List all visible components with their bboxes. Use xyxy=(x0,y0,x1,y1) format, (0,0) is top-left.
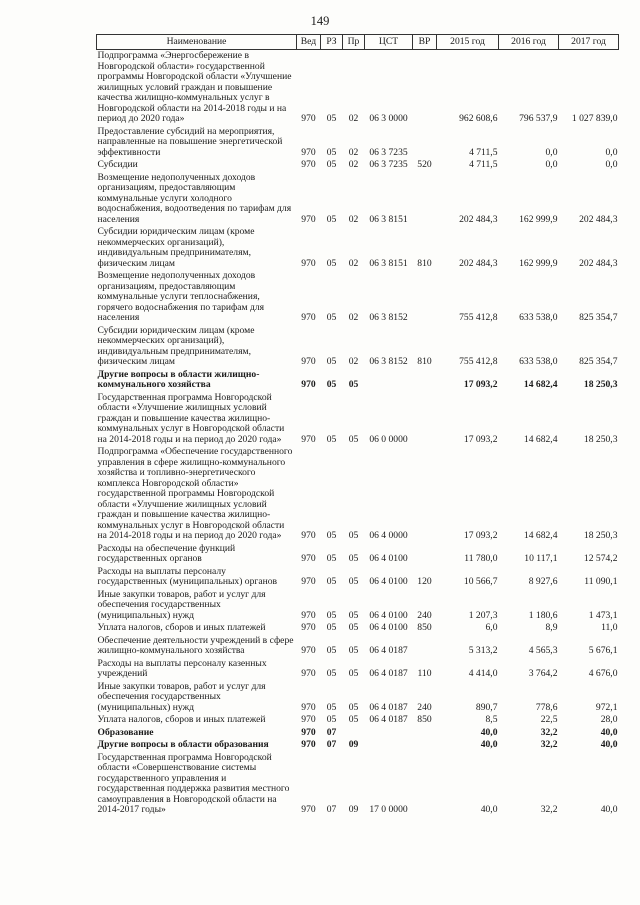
cell-2015: 1 207,3 xyxy=(468,609,498,621)
cell-2017: 972,1 xyxy=(595,701,618,713)
cell-rz: 05 xyxy=(326,113,337,124)
cell-pr: 05 xyxy=(348,433,359,445)
cell-2016: 0,0 xyxy=(545,146,558,158)
cell-2017: 202 484,3 xyxy=(579,257,618,269)
cell-ved: 970 xyxy=(301,257,316,269)
cell-2016: 10 117,1 xyxy=(524,553,558,564)
cell-2015: 755 412,8 xyxy=(459,356,498,367)
cell-name: Обеспечение деятельности учреждений в сфере жилищно-коммунального хозяйства xyxy=(97,634,294,656)
cell-cst: 17 0 0000 xyxy=(369,804,408,815)
cell-vr: 520 xyxy=(417,159,432,170)
cell-rz: 05 xyxy=(326,312,337,323)
table-row xyxy=(97,270,619,325)
cell-2017: 28,0 xyxy=(600,714,618,725)
header-2017: 2017 год xyxy=(559,35,619,50)
cell-vr: 110 xyxy=(417,668,432,679)
cell-cst xyxy=(365,739,413,752)
table-row xyxy=(97,635,619,658)
cell-2015: 6,0 xyxy=(485,622,498,633)
cell-ved: 970 xyxy=(301,701,316,713)
table-row xyxy=(97,658,619,681)
cell-2015: 890,7 xyxy=(475,701,498,713)
cell-pr: 05 xyxy=(348,622,359,633)
cell-cst: 06 4 0187 xyxy=(369,668,408,679)
cell-pr: 02 xyxy=(348,113,359,124)
cell-ved: 970 xyxy=(301,312,316,323)
cell-2017: 202 484,3 xyxy=(579,213,618,225)
cell-pr: 05 xyxy=(348,668,359,679)
table-header-row xyxy=(97,35,619,50)
cell-2017: 825 354,7 xyxy=(579,312,618,323)
cell-vr xyxy=(413,172,437,227)
cell-ved: 970 xyxy=(301,553,316,564)
cell-ved: 970 xyxy=(301,379,316,390)
cell-2017: 18 250,3 xyxy=(583,530,618,541)
cell-rz: 07 xyxy=(326,739,337,750)
cell-2017: 1 027 839,0 xyxy=(571,113,618,124)
cell-vr xyxy=(413,635,437,658)
cell-name: Другие вопросы в области образования xyxy=(97,739,269,750)
cell-2016: 14 682,4 xyxy=(523,433,558,445)
cell-ved: 970 xyxy=(301,622,316,633)
cell-vr: 240 xyxy=(417,701,432,713)
cell-rz: 05 xyxy=(326,356,337,367)
cell-cst: 06 4 0187 xyxy=(369,701,408,713)
cell-2017: 11 090,1 xyxy=(584,576,618,587)
cell-2016: 633 538,0 xyxy=(519,312,558,323)
cell-2016: 14 682,4 xyxy=(523,379,558,390)
table-row xyxy=(97,159,619,172)
table-row xyxy=(97,681,619,715)
cell-rz: 05 xyxy=(326,576,337,587)
cell-2016: 633 538,0 xyxy=(519,356,558,367)
cell-name: Уплата налогов, сборов и иных платежей xyxy=(97,714,266,725)
cell-cst: 06 4 0100 xyxy=(369,609,408,621)
cell-rz: 05 xyxy=(326,213,337,225)
cell-vr: 120 xyxy=(417,576,432,587)
cell-name: Другие вопросы в области жилищно-коммунального хозяйства xyxy=(97,368,260,390)
cell-vr xyxy=(413,739,437,752)
table-row xyxy=(97,622,619,635)
cell-2015: 4 711,5 xyxy=(469,146,498,158)
cell-rz: 05 xyxy=(326,645,337,656)
cell-2017: 18 250,3 xyxy=(583,433,618,445)
cell-pr: 02 xyxy=(348,312,359,323)
cell-rz: 05 xyxy=(326,146,337,158)
cell-ved: 970 xyxy=(301,739,316,750)
cell-cst: 06 0 0000 xyxy=(369,433,408,445)
cell-cst: 06 3 8152 xyxy=(369,356,408,367)
cell-name: Государственная программа Новгородской области «Совершенствование системы государственного управления и государственная поддержка развития местного самоуправления в Новгородской области на 2014-2017 годы» xyxy=(97,751,290,815)
cell-name: Расходы на обеспечение функций государственных органов xyxy=(97,542,236,564)
cell-pr: 05 xyxy=(348,645,359,656)
cell-ved: 970 xyxy=(301,609,316,621)
cell-ved: 970 xyxy=(301,356,316,367)
cell-rz: 05 xyxy=(326,257,337,269)
cell-cst: 06 3 0000 xyxy=(369,113,408,124)
cell-2016: 778,6 xyxy=(535,701,558,713)
cell-2015: 8,5 xyxy=(485,714,498,725)
cell-2016: 162 999,9 xyxy=(519,257,558,269)
table-row xyxy=(97,392,619,447)
cell-vr xyxy=(413,369,437,392)
header-pr: Пр xyxy=(343,35,365,50)
cell-name: Субсидии юридическим лицам (кроме некоммерческих организаций), индивидуальным предпринимателям, физическим лицам xyxy=(97,226,255,269)
table-row xyxy=(97,172,619,227)
cell-rz: 05 xyxy=(326,622,337,633)
header-ved: Вед xyxy=(297,35,321,50)
cell-2015: 202 484,3 xyxy=(459,257,498,269)
cell-vr: 850 xyxy=(417,714,432,725)
cell-vr xyxy=(413,446,437,543)
page-number: 149 xyxy=(310,14,330,28)
table-row xyxy=(97,727,619,740)
cell-2015: 202 484,3 xyxy=(459,213,498,225)
cell-2016: 8 927,6 xyxy=(528,576,558,587)
cell-cst: 06 4 0187 xyxy=(369,645,408,656)
cell-2017: 11,0 xyxy=(601,622,618,633)
cell-rz: 05 xyxy=(326,159,337,170)
cell-2017: 0,0 xyxy=(605,159,618,170)
cell-name: Подпрограмма «Обеспечение государственного управления в сфере жилищно-коммунального хозяйства и топливно-энергетического комплекса Новгородской области» государственной программы Новгородской области «Улучшение жилищных условий граждан и повышение качества жилищно-коммунальных услуг в Новгородской области на 2014-2018 годы и на период до 2020 года» xyxy=(97,446,293,541)
cell-pr: 05 xyxy=(348,530,359,541)
cell-2015: 5 313,2 xyxy=(468,645,498,656)
cell-2016: 14 682,4 xyxy=(523,530,558,541)
header-rz: РЗ xyxy=(321,35,343,50)
cell-vr xyxy=(413,727,437,740)
cell-ved: 970 xyxy=(301,530,316,541)
cell-2017: 5 676,1 xyxy=(588,645,618,656)
cell-vr xyxy=(413,392,437,447)
cell-rz: 05 xyxy=(326,530,337,541)
cell-rz: 05 xyxy=(326,379,337,390)
cell-pr: 05 xyxy=(348,576,359,587)
cell-cst: 06 3 8151 xyxy=(369,257,408,269)
cell-name: Образование xyxy=(97,726,154,738)
cell-cst: 06 3 7235 xyxy=(369,146,408,158)
cell-pr: 05 xyxy=(348,609,359,621)
table-row xyxy=(97,369,619,392)
cell-2016: 162 999,9 xyxy=(519,213,558,225)
cell-pr: 05 xyxy=(348,553,359,564)
header-2016: 2016 год xyxy=(499,35,559,50)
cell-ved: 970 xyxy=(301,433,316,445)
budget-table xyxy=(96,34,619,817)
cell-2016: 1 180,6 xyxy=(528,609,558,621)
cell-2016: 4 565,3 xyxy=(528,645,558,656)
cell-ved: 970 xyxy=(301,159,316,170)
cell-ved: 970 xyxy=(301,726,316,738)
cell-vr: 810 xyxy=(417,257,432,269)
cell-2015: 962 608,6 xyxy=(459,113,498,124)
cell-2017: 0,0 xyxy=(605,146,618,158)
cell-name: Иные закупки товаров, работ и услуг для обеспечения государственных (муниципальных) нужд xyxy=(97,588,266,621)
cell-pr: 02 xyxy=(348,356,359,367)
cell-2016: 8,9 xyxy=(545,622,558,633)
cell-pr: 02 xyxy=(348,159,359,170)
cell-rz: 05 xyxy=(326,701,337,713)
cell-ved: 970 xyxy=(301,213,316,225)
cell-rz: 07 xyxy=(326,804,337,815)
cell-name: Субсидии xyxy=(97,159,138,170)
cell-pr: 02 xyxy=(348,213,359,225)
table-row xyxy=(97,325,619,369)
header-name: Наименование xyxy=(97,35,297,50)
cell-vr xyxy=(413,543,437,566)
cell-pr: 05 xyxy=(348,379,359,390)
cell-2016: 0,0 xyxy=(545,159,558,170)
cell-cst: 06 4 0100 xyxy=(369,576,408,587)
cell-2015: 17 093,2 xyxy=(463,530,498,541)
cell-2016: 796 537,9 xyxy=(519,113,558,124)
table-row xyxy=(97,126,619,160)
cell-pr: 02 xyxy=(348,146,359,158)
cell-ved: 970 xyxy=(301,714,316,725)
table-row xyxy=(97,589,619,623)
cell-rz: 05 xyxy=(326,433,337,445)
cell-2017: 40,0 xyxy=(600,739,618,750)
cell-2015: 4 414,0 xyxy=(468,668,498,679)
cell-pr: 05 xyxy=(348,701,359,713)
cell-rz: 05 xyxy=(326,714,337,725)
cell-cst: 06 3 8152 xyxy=(369,312,408,323)
cell-name: Возмещение недополученных доходов организациям, предоставляющим коммунальные услуги холодного водоснабжения, водоотведения по тарифам для населения xyxy=(97,171,292,225)
cell-name: Расходы на выплаты персоналу государственных (муниципальных) органов xyxy=(97,565,278,587)
cell-ved: 970 xyxy=(301,146,316,158)
cell-cst: 06 4 0000 xyxy=(369,530,408,541)
cell-2015: 40,0 xyxy=(480,804,498,815)
header-cst: ЦСТ xyxy=(365,35,413,50)
cell-2015: 4 711,5 xyxy=(469,159,498,170)
table-row xyxy=(97,739,619,752)
table-row xyxy=(97,566,619,589)
cell-cst: 06 4 0187 xyxy=(369,714,408,725)
cell-2017: 825 354,7 xyxy=(579,356,618,367)
cell-pr: 09 xyxy=(348,739,359,750)
cell-name: Расходы на выплаты персоналу казенных учреждений xyxy=(97,657,267,679)
cell-cst xyxy=(365,727,413,740)
cell-2015: 17 093,2 xyxy=(463,433,498,445)
cell-2015: 11 780,0 xyxy=(464,553,498,564)
cell-rz: 05 xyxy=(326,609,337,621)
cell-2017: 40,0 xyxy=(600,804,618,815)
cell-2017: 4 676,0 xyxy=(588,668,618,679)
cell-pr: 09 xyxy=(348,804,359,815)
cell-name: Подпрограмма «Энергосбережение в Новгородской области» государственной программы Новгородской области «Улучшение жилищных условий граждан и повышение качества жилищно-коммунальных услуг в Новгородской области на 2014-2018 годы и на период до 2020 года» xyxy=(97,50,292,124)
table-row xyxy=(97,714,619,727)
cell-2016: 32,2 xyxy=(540,739,558,750)
cell-ved: 970 xyxy=(301,576,316,587)
cell-cst: 06 3 8151 xyxy=(369,213,408,225)
table-row xyxy=(97,226,619,270)
cell-2016: 3 764,2 xyxy=(528,668,558,679)
cell-vr: 810 xyxy=(417,356,432,367)
cell-ved: 970 xyxy=(301,804,316,815)
cell-pr: 02 xyxy=(348,257,359,269)
cell-rz: 05 xyxy=(326,553,337,564)
cell-name: Иные закупки товаров, работ и услуг для обеспечения государственных (муниципальных) нужд xyxy=(97,680,266,713)
cell-2017: 18 250,3 xyxy=(583,379,618,390)
cell-ved: 970 xyxy=(301,645,316,656)
header-vr: ВР xyxy=(413,35,437,50)
cell-ved: 970 xyxy=(301,113,316,124)
cell-vr xyxy=(413,270,437,325)
cell-pr xyxy=(343,727,365,740)
cell-2017: 12 574,2 xyxy=(583,553,618,564)
table-row xyxy=(97,446,619,543)
cell-ved: 970 xyxy=(301,668,316,679)
cell-2016: 22,5 xyxy=(540,714,558,725)
cell-vr: 240 xyxy=(417,609,432,621)
cell-2015: 40,0 xyxy=(480,739,498,750)
table-row xyxy=(97,543,619,566)
table-row xyxy=(97,50,619,126)
cell-pr: 05 xyxy=(348,714,359,725)
cell-cst: 06 3 7235 xyxy=(369,159,408,170)
cell-rz: 05 xyxy=(326,668,337,679)
cell-name: Субсидии юридическим лицам (кроме некоммерческих организаций), индивидуальным предпринимателям, физическим лицам xyxy=(97,324,255,367)
cell-2015: 755 412,8 xyxy=(459,312,498,323)
cell-2017: 40,0 xyxy=(600,726,618,738)
cell-name: Уплата налогов, сборов и иных платежей xyxy=(97,622,266,633)
cell-2015: 17 093,2 xyxy=(463,379,498,390)
cell-name: Государственная программа Новгородской области «Улучшение жилищных условий граждан и повышение качества жилищно-коммунальных услуг в Новгородской области на 2014-2018 годы и на период до 2020 года» xyxy=(97,391,285,445)
cell-vr xyxy=(413,126,437,160)
cell-2015: 40,0 xyxy=(480,726,498,738)
cell-name: Возмещение недополученных доходов организациям, предоставляющим коммунальные услуги теплоснабжения, горячего водоснабжения по тарифам для населения xyxy=(97,270,265,323)
cell-vr: 850 xyxy=(417,622,432,633)
cell-cst: 06 4 0100 xyxy=(369,553,408,564)
cell-vr xyxy=(413,50,437,126)
cell-2016: 32,2 xyxy=(540,726,558,738)
cell-name: Предоставление субсидий на мероприятия, направленные на повышение энергетической эффективности xyxy=(97,125,283,158)
cell-rz: 07 xyxy=(326,726,337,738)
cell-2017: 1 473,1 xyxy=(588,609,618,621)
cell-2015: 10 566,7 xyxy=(463,576,498,587)
table-row xyxy=(97,752,619,817)
cell-cst xyxy=(365,369,413,392)
header-2015: 2015 год xyxy=(437,35,499,50)
cell-cst: 06 4 0100 xyxy=(369,622,408,633)
cell-2016: 32,2 xyxy=(540,804,558,815)
cell-vr xyxy=(413,752,437,817)
